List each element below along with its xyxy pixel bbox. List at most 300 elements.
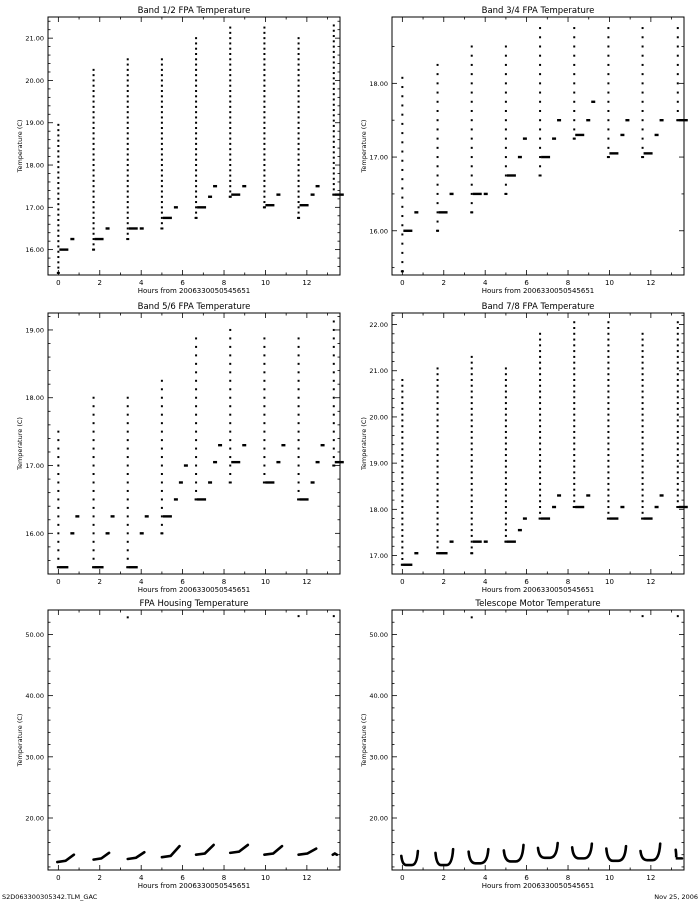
data-point: [127, 217, 129, 219]
data-point: [539, 385, 541, 387]
data-point: [229, 90, 231, 92]
data-point: [57, 490, 59, 492]
data-point: [161, 169, 163, 171]
data-point: [403, 564, 412, 566]
data-point: [263, 346, 265, 348]
data-point: [195, 196, 197, 198]
data-point: [127, 212, 129, 214]
data-point: [93, 456, 95, 458]
data-point: [298, 159, 300, 161]
x-tick-label: 8: [221, 578, 227, 586]
data-point: [539, 425, 541, 427]
data-point: [333, 104, 335, 106]
data-point: [505, 385, 507, 387]
data-line-segment: [641, 844, 661, 861]
data-point: [161, 222, 163, 224]
data-point: [332, 194, 335, 196]
data-point: [539, 471, 541, 473]
data-point: [75, 515, 79, 517]
data-point: [298, 490, 300, 492]
data-point: [591, 101, 595, 103]
data-point: [541, 156, 550, 158]
data-point: [642, 477, 644, 479]
data-line-segment: [162, 846, 180, 857]
x-tick-label: 8: [565, 874, 571, 882]
data-point: [197, 206, 206, 208]
data-point: [505, 73, 507, 75]
data-line-segment: [230, 845, 248, 853]
data-point: [539, 379, 541, 381]
data-point: [127, 169, 129, 171]
data-point: [642, 396, 644, 398]
data-point: [437, 414, 439, 416]
data-point: [57, 272, 60, 274]
data-point: [298, 79, 300, 81]
x-tick-label: 4: [482, 279, 488, 287]
data-point: [401, 114, 403, 116]
data-point: [471, 82, 473, 84]
data-point: [298, 380, 300, 382]
data-point: [607, 367, 609, 369]
data-point: [126, 238, 129, 240]
data-point: [539, 119, 541, 121]
data-point: [607, 36, 609, 38]
data-point: [93, 196, 95, 198]
data-point: [263, 185, 265, 187]
data-point: [93, 132, 95, 134]
data-point: [93, 85, 95, 87]
data-point: [195, 85, 197, 87]
data-point: [57, 214, 59, 216]
data-point: [333, 141, 335, 143]
data-point: [160, 227, 163, 229]
data-point: [471, 385, 473, 387]
data-point: [93, 175, 95, 177]
data-point: [57, 549, 59, 551]
data-point: [437, 448, 439, 450]
data-point: [539, 128, 541, 130]
data-cycle: [57, 431, 79, 569]
data-point: [505, 448, 507, 450]
data-point: [57, 224, 59, 226]
data-point: [505, 443, 507, 445]
data-point: [401, 535, 403, 537]
data-point: [539, 339, 541, 341]
data-point: [195, 116, 197, 118]
data-point: [129, 566, 138, 568]
data-point: [401, 160, 403, 162]
data-point: [333, 178, 335, 180]
data-point: [263, 196, 265, 198]
data-point: [607, 460, 609, 462]
data-point: [127, 106, 129, 108]
data-point: [333, 615, 335, 617]
data-cycle: [470, 45, 488, 213]
data-point: [127, 616, 129, 618]
data-point: [298, 473, 300, 475]
data-point: [93, 490, 95, 492]
data-point: [263, 206, 266, 208]
data-point: [607, 128, 609, 130]
data-point: [57, 145, 59, 147]
data-point: [642, 391, 644, 393]
data-point: [505, 396, 507, 398]
data-point: [573, 489, 575, 491]
data-point: [677, 379, 679, 381]
data-point: [471, 356, 473, 358]
plot-frame: [392, 17, 684, 275]
data-point: [471, 147, 473, 149]
data-point: [437, 425, 439, 427]
data-point: [229, 85, 231, 87]
data-point: [539, 466, 541, 468]
data-point: [161, 405, 163, 407]
data-point: [437, 541, 439, 543]
data-point: [333, 93, 335, 95]
x-tick-label: 2: [97, 279, 103, 287]
data-point: [229, 143, 231, 145]
data-point: [573, 419, 575, 421]
data-point: [471, 454, 473, 456]
data-point: [263, 431, 265, 433]
x-tick-label: 0: [56, 578, 61, 586]
data-cycle: [470, 356, 488, 554]
x-tick-label: 10: [260, 874, 270, 882]
data-point: [57, 124, 59, 126]
data-point: [195, 58, 197, 60]
data-point: [642, 419, 644, 421]
data-point: [437, 494, 439, 496]
data-cycle: [57, 124, 74, 274]
data-point: [161, 79, 163, 81]
x-axis-label: Hours from 2006330050545651: [481, 882, 595, 890]
data-point: [539, 402, 541, 404]
data-cycle: [195, 337, 223, 500]
data-point: [229, 405, 231, 407]
y-tick-label: 18.00: [25, 394, 44, 403]
data-cycle: [641, 333, 664, 520]
data-point: [505, 138, 507, 140]
data-point: [161, 64, 163, 66]
data-point: [229, 74, 231, 76]
chart-panel-4: [360, 302, 688, 594]
data-point: [607, 385, 609, 387]
data-point: [263, 405, 265, 407]
data-point: [471, 184, 473, 186]
data-point: [229, 42, 231, 44]
data-point: [437, 489, 439, 491]
data-point: [471, 128, 473, 130]
data-point: [573, 73, 575, 75]
x-tick-label: 2: [441, 279, 447, 287]
data-point: [161, 490, 163, 492]
data-cycle: [160, 58, 178, 229]
data-point: [57, 161, 59, 163]
data-point: [195, 122, 197, 124]
data-point: [57, 150, 59, 152]
data-point: [505, 506, 507, 508]
data-point: [607, 518, 610, 520]
data-point: [93, 233, 95, 235]
data-point: [655, 134, 659, 136]
data-point: [57, 187, 59, 189]
data-point: [127, 85, 129, 87]
data-point: [539, 396, 541, 398]
data-point: [437, 471, 439, 473]
data-point: [298, 58, 300, 60]
data-point: [127, 74, 129, 76]
data-point: [401, 86, 403, 88]
data-point: [607, 147, 609, 149]
data-point: [573, 373, 575, 375]
data-point: [642, 460, 644, 462]
footer-date: Nov 25, 2006: [654, 893, 698, 901]
data-point: [161, 217, 163, 219]
data-point: [161, 473, 163, 475]
data-point: [161, 90, 163, 92]
data-point: [208, 481, 212, 483]
data-point: [298, 456, 300, 458]
data-point: [332, 465, 335, 467]
data-point: [401, 178, 403, 180]
data-point: [213, 185, 217, 187]
data-point: [677, 477, 679, 479]
x-axis-label: Hours from 2006330050545651: [137, 586, 251, 594]
data-point: [471, 500, 473, 502]
data-point: [161, 481, 163, 483]
data-point: [333, 88, 335, 90]
x-tick-label: 12: [302, 279, 312, 287]
data-point: [57, 193, 59, 195]
x-tick-label: 0: [56, 874, 61, 882]
data-point: [333, 329, 335, 331]
data-point: [642, 138, 644, 140]
data-point: [197, 498, 206, 500]
data-point: [127, 541, 129, 543]
y-tick-label: 22.00: [369, 321, 388, 330]
data-point: [298, 363, 300, 365]
data-point: [298, 201, 300, 203]
data-point: [539, 165, 541, 167]
data-point: [677, 110, 679, 112]
data-point: [552, 506, 556, 508]
data-point: [437, 535, 439, 537]
data-point: [505, 367, 507, 369]
data-point: [677, 391, 679, 393]
data-point: [539, 373, 541, 375]
data-point: [263, 143, 265, 145]
y-axis-label: Temperature (C): [360, 119, 368, 173]
data-point: [573, 391, 575, 393]
data-point: [229, 58, 231, 60]
data-point: [620, 506, 624, 508]
data-point: [57, 515, 59, 517]
data-point: [414, 552, 418, 554]
data-point: [333, 98, 335, 100]
data-point: [607, 119, 609, 121]
data-point: [57, 251, 59, 253]
data-point: [174, 498, 178, 500]
data-point: [642, 367, 644, 369]
data-point: [607, 321, 609, 323]
data-point: [333, 167, 335, 169]
chart-title: Band 5/6 FPA Temperature: [137, 302, 251, 312]
data-point: [263, 48, 265, 50]
data-point: [473, 540, 482, 542]
data-point: [195, 465, 197, 467]
data-point: [677, 466, 679, 468]
data-point: [333, 40, 335, 42]
data-point: [333, 61, 335, 63]
data-point: [607, 73, 609, 75]
data-point: [642, 615, 644, 617]
data-point: [607, 101, 609, 103]
data-point: [539, 156, 541, 158]
data-point: [93, 212, 95, 214]
data-point: [471, 512, 473, 514]
data-point: [93, 101, 95, 103]
data-line-segment: [676, 850, 682, 859]
data-point: [127, 180, 129, 182]
data-point: [573, 101, 575, 103]
data-point: [539, 55, 541, 57]
data-point: [298, 69, 300, 71]
data-point: [505, 477, 507, 479]
data-point: [471, 466, 473, 468]
x-tick-label: 4: [138, 578, 144, 586]
data-point: [161, 507, 163, 509]
data-point: [401, 197, 403, 199]
data-point: [161, 196, 163, 198]
data-point: [655, 506, 659, 508]
data-line-segment: [469, 849, 489, 863]
y-tick-label: 20.00: [25, 814, 44, 823]
data-point: [229, 132, 231, 134]
data-point: [437, 379, 439, 381]
data-point: [676, 119, 679, 121]
data-point: [401, 546, 403, 548]
data-point: [161, 448, 163, 450]
x-tick-label: 6: [180, 874, 185, 882]
data-point: [195, 363, 197, 365]
data-point: [401, 151, 403, 153]
data-point: [644, 517, 653, 519]
x-tick-label: 10: [260, 578, 270, 586]
data-point: [298, 465, 300, 467]
data-point: [401, 187, 403, 189]
data-point: [677, 92, 679, 94]
data-point: [57, 541, 59, 543]
data-point: [195, 69, 197, 71]
data-point: [505, 489, 507, 491]
data-point: [471, 506, 473, 508]
data-point: [471, 156, 473, 158]
data-point: [471, 396, 473, 398]
chart-panel-5: [16, 599, 340, 890]
data-point: [607, 333, 609, 335]
data-point: [607, 437, 609, 439]
data-point: [184, 464, 188, 466]
data-point: [607, 431, 609, 433]
data-point: [57, 134, 59, 136]
data-point: [573, 396, 575, 398]
data-point: [311, 481, 315, 483]
data-point: [161, 465, 163, 467]
data-point: [573, 367, 575, 369]
data-cycle: [195, 37, 218, 219]
data-point: [333, 77, 335, 79]
data-point: [57, 256, 59, 258]
data-point: [161, 116, 163, 118]
data-point: [93, 541, 95, 543]
data-point: [607, 466, 609, 468]
data-point: [607, 373, 609, 375]
data-point: [471, 73, 473, 75]
data-point: [471, 448, 473, 450]
data-point: [298, 481, 300, 483]
data-point: [127, 233, 129, 235]
data-point: [127, 201, 129, 203]
data-point: [195, 206, 197, 208]
data-point: [505, 110, 507, 112]
data-point: [57, 182, 59, 184]
data-point: [677, 350, 679, 352]
data-point: [642, 512, 644, 514]
data-point: [229, 422, 231, 424]
data-line-segment: [538, 843, 558, 858]
data-point: [93, 74, 95, 76]
data-point: [437, 147, 439, 149]
data-point: [401, 215, 403, 217]
data-point: [677, 327, 679, 329]
data-point: [229, 481, 232, 483]
data-point: [57, 240, 59, 242]
data-point: [505, 535, 507, 537]
data-point: [333, 146, 335, 148]
data-point: [437, 221, 439, 223]
data-line-segment: [401, 851, 418, 865]
data-point: [642, 147, 644, 149]
data-point: [93, 148, 95, 150]
data-point: [401, 252, 403, 254]
data-point: [607, 110, 609, 112]
data-point: [161, 175, 163, 177]
data-point: [195, 132, 197, 134]
data-point: [93, 79, 95, 81]
data-point: [57, 219, 59, 221]
data-point: [298, 153, 300, 155]
data-point: [57, 558, 59, 560]
data-point: [401, 558, 403, 560]
data-point: [229, 456, 231, 458]
data-point: [57, 267, 59, 269]
data-point: [263, 363, 265, 365]
data-point: [229, 101, 231, 103]
data-point: [127, 196, 129, 198]
data-point: [229, 138, 231, 140]
y-tick-label: 16.00: [25, 246, 44, 255]
data-cycle: [504, 367, 527, 542]
data-point: [539, 391, 541, 393]
chart-panel-6: [360, 599, 684, 890]
data-point: [140, 227, 144, 229]
data-point: [471, 419, 473, 421]
data-point: [539, 356, 541, 358]
x-tick-label: 6: [180, 279, 185, 287]
data-point: [298, 180, 300, 182]
data-point: [539, 506, 541, 508]
data-point: [263, 371, 265, 373]
